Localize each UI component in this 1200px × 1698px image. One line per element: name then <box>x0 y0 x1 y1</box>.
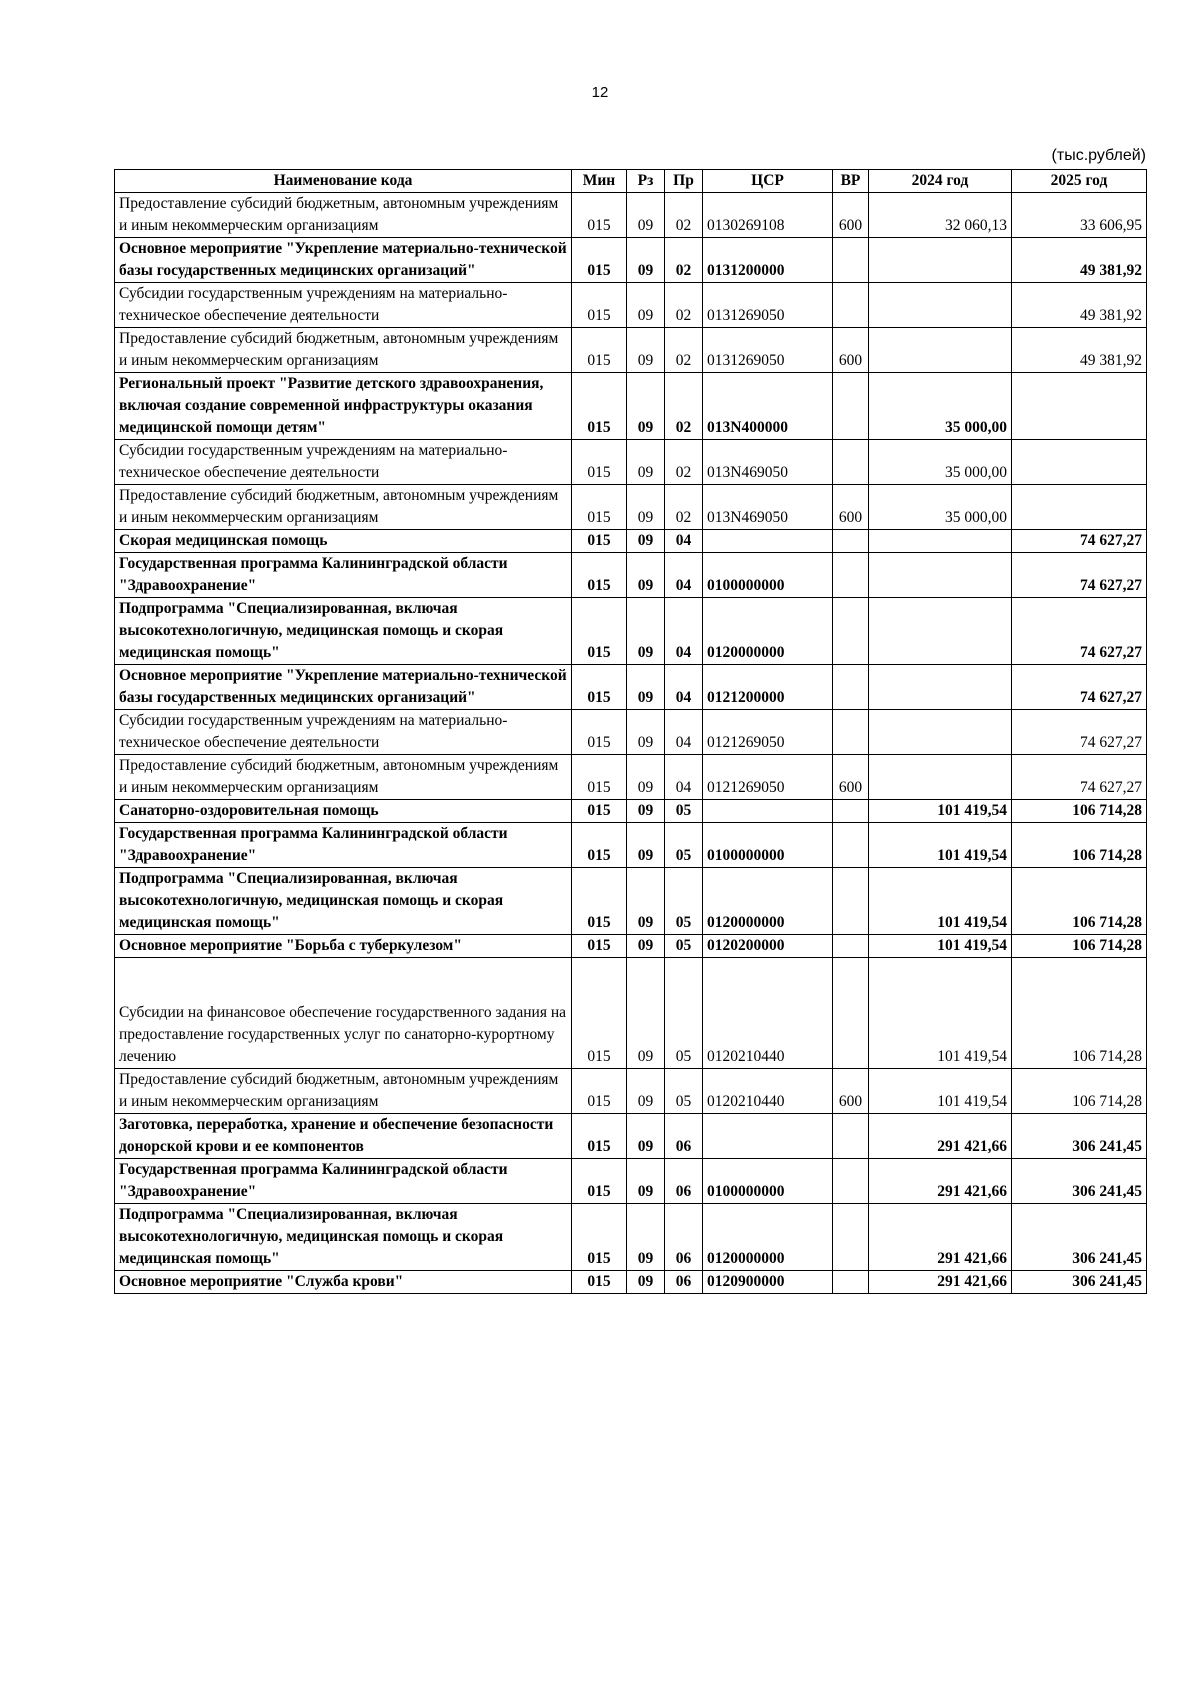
row-min: 015 <box>572 1069 627 1114</box>
row-vr <box>833 283 869 328</box>
row-min: 015 <box>572 283 627 328</box>
row-vr <box>833 238 869 283</box>
row-vr <box>833 665 869 710</box>
row-2024: 101 419,54 <box>869 800 1012 823</box>
row-vr: 600 <box>833 1069 869 1114</box>
row-2024 <box>869 553 1012 598</box>
row-pr: 06 <box>665 1159 703 1204</box>
row-2024: 101 419,54 <box>869 868 1012 935</box>
row-pr: 04 <box>665 665 703 710</box>
row-2024 <box>869 710 1012 755</box>
row-rz: 09 <box>627 553 665 598</box>
row-2024 <box>869 238 1012 283</box>
row-rz: 09 <box>627 755 665 800</box>
table-row <box>115 1204 1147 1271</box>
row-2024: 35 000,00 <box>869 485 1012 530</box>
table-row <box>115 1271 1147 1294</box>
row-2024: 101 419,54 <box>869 958 1012 1069</box>
header-rz: Рз <box>627 170 665 193</box>
header-2024: 2024 год <box>869 170 1012 193</box>
row-name: Скорая медицинская помощь <box>115 530 572 553</box>
row-csr: 0120210440 <box>703 958 833 1069</box>
row-2025 <box>1012 373 1147 440</box>
table-row <box>115 553 1147 598</box>
row-2024: 101 419,54 <box>869 1069 1012 1114</box>
row-pr: 06 <box>665 1204 703 1271</box>
row-min: 015 <box>572 238 627 283</box>
table-row <box>115 530 1147 553</box>
row-pr: 04 <box>665 598 703 665</box>
row-csr: 0121269050 <box>703 755 833 800</box>
row-csr: 0131269050 <box>703 283 833 328</box>
row-pr: 05 <box>665 823 703 868</box>
header-csr: ЦСР <box>703 170 833 193</box>
row-min: 015 <box>572 1114 627 1159</box>
row-name: Основное мероприятие "Укрепление материально-технической базы государственных медицинских организаций" <box>115 238 572 283</box>
row-csr: 0120000000 <box>703 1204 833 1271</box>
row-name: Основное мероприятие "Служба крови" <box>115 1271 572 1294</box>
row-2024: 291 421,66 <box>869 1271 1012 1294</box>
row-vr <box>833 1159 869 1204</box>
row-2024: 291 421,66 <box>869 1114 1012 1159</box>
row-vr <box>833 823 869 868</box>
table-row <box>115 283 1147 328</box>
row-2025: 306 241,45 <box>1012 1271 1147 1294</box>
row-name: Предоставление субсидий бюджетным, автономным учреждениям и иным некоммерческим организациям <box>115 485 572 530</box>
row-rz: 09 <box>627 823 665 868</box>
row-name: Подпрограмма "Специализированная, включая высокотехнологичную, медицинская помощь и скорая медицинская помощь" <box>115 598 572 665</box>
row-2025: 106 714,28 <box>1012 800 1147 823</box>
row-pr: 02 <box>665 440 703 485</box>
table-row <box>115 485 1147 530</box>
row-min: 015 <box>572 710 627 755</box>
row-pr: 06 <box>665 1271 703 1294</box>
row-vr <box>833 935 869 958</box>
row-min: 015 <box>572 1271 627 1294</box>
row-2024 <box>869 283 1012 328</box>
row-vr <box>833 1204 869 1271</box>
row-2024 <box>869 328 1012 373</box>
row-pr: 05 <box>665 800 703 823</box>
row-csr: 0120200000 <box>703 935 833 958</box>
table-row <box>115 868 1147 935</box>
row-pr: 04 <box>665 553 703 598</box>
row-pr: 02 <box>665 193 703 238</box>
row-name: Субсидии на финансовое обеспечение государственного задания на предоставление государственных услуг по санаторно-курортному лечению <box>115 958 572 1069</box>
header-vr: ВР <box>833 170 869 193</box>
row-name: Субсидии государственным учреждениям на материально-техническое обеспечение деятельности <box>115 710 572 755</box>
row-csr <box>703 800 833 823</box>
row-csr: 0100000000 <box>703 823 833 868</box>
row-pr: 05 <box>665 868 703 935</box>
row-2025: 106 714,28 <box>1012 823 1147 868</box>
row-min: 015 <box>572 598 627 665</box>
row-vr: 600 <box>833 485 869 530</box>
row-2025: 74 627,27 <box>1012 530 1147 553</box>
row-pr: 02 <box>665 238 703 283</box>
row-pr: 02 <box>665 283 703 328</box>
row-min: 015 <box>572 1159 627 1204</box>
row-min: 015 <box>572 935 627 958</box>
row-pr: 04 <box>665 755 703 800</box>
table-row <box>115 328 1147 373</box>
row-name: Подпрограмма "Специализированная, включая высокотехнологичную, медицинская помощь и скорая медицинская помощь" <box>115 868 572 935</box>
row-min: 015 <box>572 440 627 485</box>
row-2024 <box>869 665 1012 710</box>
row-rz: 09 <box>627 665 665 710</box>
row-2025: 106 714,28 <box>1012 958 1147 1069</box>
row-2025: 74 627,27 <box>1012 665 1147 710</box>
row-vr <box>833 553 869 598</box>
row-vr <box>833 1271 869 1294</box>
row-min: 015 <box>572 868 627 935</box>
row-2024 <box>869 530 1012 553</box>
row-2025: 49 381,92 <box>1012 283 1147 328</box>
row-2025: 306 241,45 <box>1012 1114 1147 1159</box>
row-rz: 09 <box>627 800 665 823</box>
row-vr: 600 <box>833 193 869 238</box>
row-2024: 291 421,66 <box>869 1204 1012 1271</box>
row-rz: 09 <box>627 868 665 935</box>
row-2024: 291 421,66 <box>869 1159 1012 1204</box>
row-csr: 0120000000 <box>703 868 833 935</box>
row-csr: 0120210440 <box>703 1069 833 1114</box>
row-name: Предоставление субсидий бюджетным, автономным учреждениям и иным некоммерческим организациям <box>115 193 572 238</box>
table-row <box>115 958 1147 1069</box>
row-2025: 306 241,45 <box>1012 1159 1147 1204</box>
row-name: Субсидии государственным учреждениям на материально-техническое обеспечение деятельности <box>115 283 572 328</box>
row-csr: 0131200000 <box>703 238 833 283</box>
row-min: 015 <box>572 373 627 440</box>
row-name: Региональный проект "Развитие детского здравоохранения, включая создание современной инфраструктуры оказания медицинской помощи детям" <box>115 373 572 440</box>
table-body <box>115 193 1147 1294</box>
row-2025: 306 241,45 <box>1012 1204 1147 1271</box>
row-name: Основное мероприятие "Борьба с туберкулезом" <box>115 935 572 958</box>
row-pr: 05 <box>665 958 703 1069</box>
row-2025: 74 627,27 <box>1012 598 1147 665</box>
row-2025: 74 627,27 <box>1012 553 1147 598</box>
table-row <box>115 440 1147 485</box>
row-name: Государственная программа Калининградской области "Здравоохранение" <box>115 1159 572 1204</box>
row-vr: 600 <box>833 755 869 800</box>
row-rz: 09 <box>627 598 665 665</box>
row-rz: 09 <box>627 238 665 283</box>
row-rz: 09 <box>627 485 665 530</box>
row-vr <box>833 598 869 665</box>
table-row <box>115 1159 1147 1204</box>
table-row <box>115 598 1147 665</box>
row-rz: 09 <box>627 1159 665 1204</box>
table-row <box>115 1114 1147 1159</box>
table-row <box>115 755 1147 800</box>
row-vr <box>833 800 869 823</box>
row-csr: 0120900000 <box>703 1271 833 1294</box>
row-rz: 09 <box>627 193 665 238</box>
row-csr: 0100000000 <box>703 1159 833 1204</box>
header-pr: Пр <box>665 170 703 193</box>
table-row <box>115 238 1147 283</box>
row-min: 015 <box>572 800 627 823</box>
row-2025: 74 627,27 <box>1012 755 1147 800</box>
row-min: 015 <box>572 328 627 373</box>
table-row <box>115 193 1147 238</box>
units-label: (тыс.рублей) <box>1051 147 1146 164</box>
row-csr: 0131269050 <box>703 328 833 373</box>
row-2024 <box>869 598 1012 665</box>
row-vr: 600 <box>833 328 869 373</box>
row-csr: 013N469050 <box>703 485 833 530</box>
budget-table <box>114 169 1147 1294</box>
row-min: 015 <box>572 193 627 238</box>
row-pr: 05 <box>665 935 703 958</box>
row-name: Предоставление субсидий бюджетным, автономным учреждениям и иным некоммерческим организациям <box>115 755 572 800</box>
row-rz: 09 <box>627 283 665 328</box>
table-header-row <box>115 170 1147 193</box>
row-csr <box>703 530 833 553</box>
row-rz: 09 <box>627 1069 665 1114</box>
row-2025: 74 627,27 <box>1012 710 1147 755</box>
table-row <box>115 823 1147 868</box>
row-rz: 09 <box>627 530 665 553</box>
row-2025: 106 714,28 <box>1012 935 1147 958</box>
row-min: 015 <box>572 530 627 553</box>
row-2025: 106 714,28 <box>1012 868 1147 935</box>
row-2024: 32 060,13 <box>869 193 1012 238</box>
row-csr: 013N400000 <box>703 373 833 440</box>
row-min: 015 <box>572 755 627 800</box>
row-pr: 02 <box>665 485 703 530</box>
row-rz: 09 <box>627 1114 665 1159</box>
row-2024: 35 000,00 <box>869 440 1012 485</box>
header-2025: 2025 год <box>1012 170 1147 193</box>
page-number: 12 <box>591 84 609 101</box>
row-name: Государственная программа Калининградской области "Здравоохранение" <box>115 823 572 868</box>
row-2024: 101 419,54 <box>869 823 1012 868</box>
row-rz: 09 <box>627 1204 665 1271</box>
row-min: 015 <box>572 485 627 530</box>
row-vr <box>833 530 869 553</box>
row-name: Государственная программа Калининградской области "Здравоохранение" <box>115 553 572 598</box>
row-rz: 09 <box>627 373 665 440</box>
row-vr <box>833 958 869 1069</box>
row-2025 <box>1012 485 1147 530</box>
row-csr: 0130269108 <box>703 193 833 238</box>
row-2024 <box>869 755 1012 800</box>
row-2025: 33 606,95 <box>1012 193 1147 238</box>
row-pr: 02 <box>665 328 703 373</box>
table-row <box>115 800 1147 823</box>
row-pr: 05 <box>665 1069 703 1114</box>
row-vr <box>833 440 869 485</box>
row-rz: 09 <box>627 440 665 485</box>
row-csr: 0100000000 <box>703 553 833 598</box>
table-row <box>115 1069 1147 1114</box>
row-csr: 0121269050 <box>703 710 833 755</box>
row-csr: 013N469050 <box>703 440 833 485</box>
row-vr <box>833 710 869 755</box>
row-rz: 09 <box>627 958 665 1069</box>
row-name: Подпрограмма "Специализированная, включая высокотехнологичную, медицинская помощь и скорая медицинская помощь" <box>115 1204 572 1271</box>
row-csr: 0120000000 <box>703 598 833 665</box>
row-2024: 35 000,00 <box>869 373 1012 440</box>
row-rz: 09 <box>627 328 665 373</box>
row-pr: 04 <box>665 530 703 553</box>
row-pr: 02 <box>665 373 703 440</box>
header-min: Мин <box>572 170 627 193</box>
row-min: 015 <box>572 958 627 1069</box>
row-name: Основное мероприятие "Укрепление материально-технической базы государственных медицинских организаций" <box>115 665 572 710</box>
row-rz: 09 <box>627 1271 665 1294</box>
row-vr <box>833 1114 869 1159</box>
row-pr: 04 <box>665 710 703 755</box>
row-min: 015 <box>572 823 627 868</box>
row-2025: 49 381,92 <box>1012 238 1147 283</box>
row-name: Заготовка, переработка, хранение и обеспечение безопасности донорской крови и ее компонентов <box>115 1114 572 1159</box>
row-min: 015 <box>572 553 627 598</box>
row-2025: 106 714,28 <box>1012 1069 1147 1114</box>
row-2025: 49 381,92 <box>1012 328 1147 373</box>
row-min: 015 <box>572 665 627 710</box>
table-row <box>115 935 1147 958</box>
row-2025 <box>1012 440 1147 485</box>
row-name: Предоставление субсидий бюджетным, автономным учреждениям и иным некоммерческим организациям <box>115 328 572 373</box>
row-vr <box>833 373 869 440</box>
row-name: Санаторно-оздоровительная помощь <box>115 800 572 823</box>
row-rz: 09 <box>627 935 665 958</box>
table-row <box>115 373 1147 440</box>
table-row <box>115 710 1147 755</box>
row-min: 015 <box>572 1204 627 1271</box>
row-name: Субсидии государственным учреждениям на материально-техническое обеспечение деятельности <box>115 440 572 485</box>
row-vr <box>833 868 869 935</box>
row-2024: 101 419,54 <box>869 935 1012 958</box>
table-row <box>115 665 1147 710</box>
row-name: Предоставление субсидий бюджетным, автономным учреждениям и иным некоммерческим организациям <box>115 1069 572 1114</box>
header-name: Наименование кода <box>115 170 572 193</box>
row-rz: 09 <box>627 710 665 755</box>
row-csr <box>703 1114 833 1159</box>
row-csr: 0121200000 <box>703 665 833 710</box>
row-pr: 06 <box>665 1114 703 1159</box>
